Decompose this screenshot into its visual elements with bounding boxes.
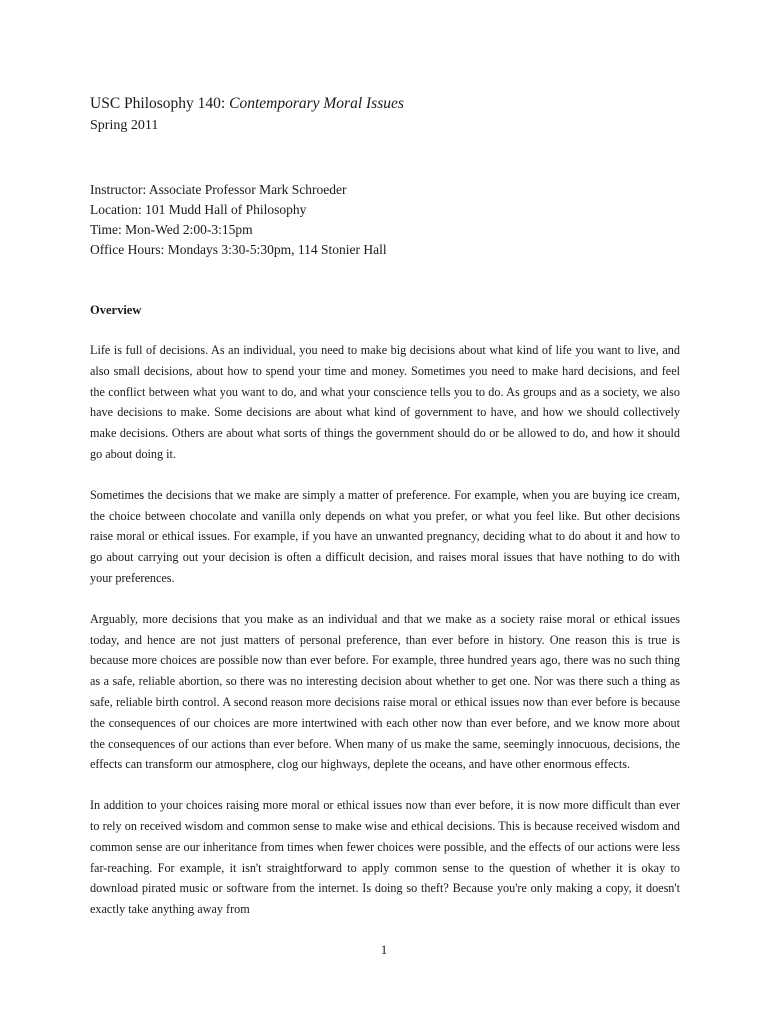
overview-heading: Overview (90, 303, 142, 317)
course-name: Contemporary Moral Issues (229, 95, 404, 112)
time-line: Time: Mon-Wed 2:00-3:15pm (90, 222, 253, 237)
page-number: 1 (380, 942, 388, 957)
overview-paragraph: Arguably, more decisions that you make as an individual and that we make as a society raise moral or ethical issues today, and hence are not just matters of personal preference, than ever before in history. One reason this is true is because more choices are possible now than ever before. For example, three hundred years ago, there was no such thing as a safe, reliable abortion, so there was no interesting decision about whether to get one. Nor was there such a thing as safe, reliable birth control. A second reason more decisions raise moral or ethical issues now than ever before is because the consequences of our choices are more intertwined with each other now than ever before, and we know more about the consequences of our actions than ever before. When many of us make the same, seemingly innocuous, decisions, the effects can transform our atmosphere, clog our highways, deplete the oceans, and have other enormous effects. (90, 611, 680, 772)
document-content (90, 92, 680, 940)
overview-paragraph: In addition to your choices raising more moral or ethical issues now than ever before, it is now more difficult than ever to rely on received wisdom and common sense to make wise and ethical decisions. This is because received wisdom and common sense are our inheritance from times when fewer choices were possible, and the effects of our actions were less far-reaching. For example, it isn't straightforward to apply common sense to the question of whether it is okay to download pirated music or software from the internet. Is doing so theft? Because you're only making a copy, it doesn't exactly take anything away from (90, 798, 680, 917)
instructor-line: Instructor: Associate Professor Mark Schroeder (90, 182, 347, 197)
overview-paragraph: Sometimes the decisions that we make are simply a matter of preference. For example, when you are buying ice cream, the choice between chocolate and vanilla only depends on what you prefer, or what you feel like. But other decisions raise moral or ethical issues. For example, if you have an unwanted pregnancy, deciding what to do about it and how to go about carrying out your decision is often a difficult decision, and raises moral issues that have nothing to do with your preferences. (90, 487, 680, 585)
course-info (90, 180, 680, 260)
course-prefix: USC Philosophy 140: (90, 95, 230, 112)
overview-paragraph: Life is full of decisions. As an individual, you need to make big decisions about what kind of life you want to live, and also small decisions, about how to spend your time and money. Sometimes you need to make hard decisions, and feel the conflict between what you want to do, and what your conscience tells you to do. As groups and as a society, we also have decisions to make. Some decisions are about what kind of government to have, and how we should collectively make decisions. Others are about what sorts of things the government should do or be allowed to do, and how it should go about doing it. (90, 343, 680, 461)
course-title (90, 92, 680, 116)
location-line: Location: 101 Mudd Hall of Philosophy (90, 202, 307, 217)
office-hours-line: Office Hours: Mondays 3:30-5:30pm, 114 Stonier Hall (90, 242, 387, 257)
course-term: Spring 2011 (90, 118, 159, 133)
